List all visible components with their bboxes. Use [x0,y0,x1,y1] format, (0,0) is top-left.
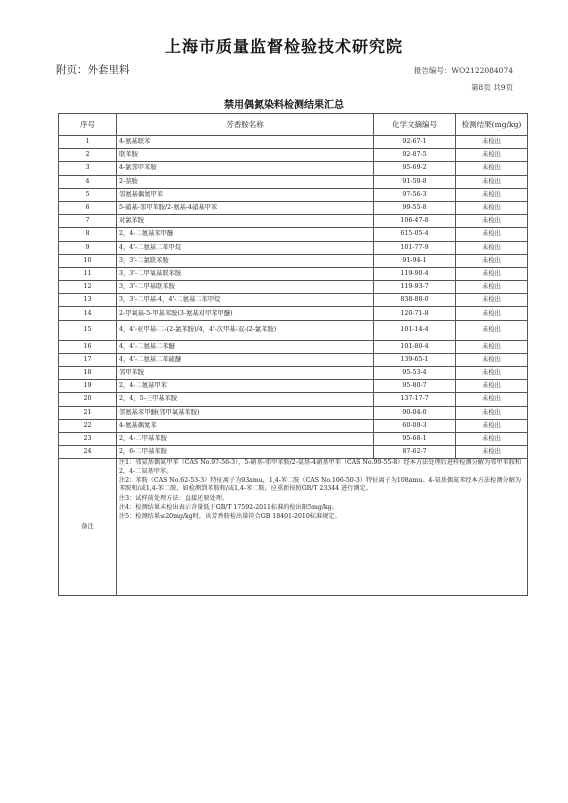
row-number: 14 [59,307,117,320]
attachment-label: 附页：外套里料 [56,64,130,76]
row-number: 19 [59,380,117,393]
amine-name: 4，4'-二氨基二苯甲烷 [117,241,374,254]
test-result: 未检出 [456,419,528,432]
cas-number: 91-94-1 [374,254,456,267]
table-row [59,267,528,280]
amine-name: 3，3'-二甲基-4，4'-二氨基二苯甲烷 [117,294,374,307]
col-header-name: 芳香胺名称 [117,114,374,136]
amine-name: 邻甲苯胺 [117,367,374,380]
table-row [59,432,528,445]
table-row [59,215,528,228]
row-number: 2 [59,149,117,162]
table-row [59,201,528,214]
results-table [58,113,528,596]
table-header-row [59,114,528,136]
test-result: 未检出 [456,446,528,459]
row-number: 22 [59,419,117,432]
cas-number: 119-90-4 [374,267,456,280]
row-number: 13 [59,294,117,307]
table-row [59,175,528,188]
note-2: 注2：苯胺（CAS No.62-53-3）特征离子为93amu，1,4-苯二胺（CAS No.106-50-3）特征离子为108amu。4-氨基偶氮苯经本方法检测分解为苯胺和/或1,4-苯二胺，如检测到苯胺和/或1,4-苯二胺，应重新按照GB/T 23344 进行测定。 [119,476,522,493]
row-number: 16 [59,340,117,353]
table-row [59,149,528,162]
report-number: 报告编号：WO212208407​4 [413,66,513,75]
test-result: 未检出 [456,340,528,353]
cas-number: 90-04-0 [374,406,456,419]
row-number: 6 [59,201,117,214]
org-title: 上海市质量监督检验技术研究院 [164,37,403,56]
cas-number: 106-47-8 [374,215,456,228]
test-result: 未检出 [456,228,528,241]
table-row [59,254,528,267]
amine-name: 2，4，5-三甲基苯胺 [117,393,374,406]
cas-number: 137-17-7 [374,393,456,406]
cas-number: 95-69-2 [374,162,456,175]
test-result: 未检出 [456,353,528,366]
row-number: 7 [59,215,117,228]
row-number: 10 [59,254,117,267]
note-5: 注5：检测结果≤20mg/kg时，该芳香胺检出量符合GB 18401-2010标准规定。 [119,513,341,521]
cas-number: 91-59-8 [374,175,456,188]
amine-name: 3，3'-二甲基联苯胺 [117,281,374,294]
amine-name: 2，4-二氨基苯甲醚 [117,228,374,241]
row-number: 5 [59,188,117,201]
table-row [59,393,528,406]
amine-name: 4-氨基联苯 [117,136,374,149]
test-result: 未检出 [456,241,528,254]
cas-number: 95-68-1 [374,432,456,445]
amine-name: 2，4-二甲基苯胺 [117,432,374,445]
cas-number: 95-53-4 [374,367,456,380]
test-result: 未检出 [456,149,528,162]
note-3: 注3：试样前处理方法：直接还原处理。 [119,494,229,502]
cas-number: 99-55-8 [374,201,456,214]
table-row [59,419,528,432]
amine-name: 4-氨基偶氮苯 [117,419,374,432]
test-result: 未检出 [456,136,528,149]
table-row [59,281,528,294]
cas-number: 95-80-7 [374,380,456,393]
page-number: 第8页 共9页 [471,83,513,92]
amine-name: 3，3'-二氯联苯胺 [117,254,374,267]
amine-name: 3，3'-二甲氧基联苯胺 [117,267,374,280]
test-result: 未检出 [456,406,528,419]
cas-number: 92-67-1 [374,136,456,149]
table-row [59,188,528,201]
table-row [59,241,528,254]
row-number: 1 [59,136,117,149]
row-number: 23 [59,432,117,445]
table-row [59,446,528,459]
table-row [59,320,528,340]
amine-name: 2，6-二甲基苯胺 [117,446,374,459]
row-number: 18 [59,367,117,380]
notes-label: 备注 [59,459,117,596]
row-number: 12 [59,281,117,294]
row-number: 11 [59,267,117,280]
test-result: 未检出 [456,254,528,267]
table-row [59,406,528,419]
amine-name: 邻氨基苯甲醚(邻甲氧基苯胺) [117,406,374,419]
test-result: 未检出 [456,432,528,445]
row-number: 17 [59,353,117,366]
cas-number: 139-65-1 [374,353,456,366]
table-row [59,294,528,307]
test-result: 未检出 [456,201,528,214]
test-result: 未检出 [456,294,528,307]
amine-name: 邻氨基偶氮甲苯 [117,188,374,201]
amine-name: 4，4'-二氨基二苯硫醚 [117,353,374,366]
cas-number: 101-14-4 [374,320,456,340]
test-result: 未检出 [456,215,528,228]
cas-number: 97-56-3 [374,188,456,201]
test-result: 未检出 [456,188,528,201]
table-row [59,353,528,366]
row-number: 24 [59,446,117,459]
cas-number: 120-71-8 [374,307,456,320]
col-header-no: 序号 [59,114,117,136]
cas-number: 838-88-0 [374,294,456,307]
row-number: 4 [59,175,117,188]
test-result: 未检出 [456,175,528,188]
row-number: 3 [59,162,117,175]
cas-number: 87-62-7 [374,446,456,459]
row-number: 20 [59,393,117,406]
table-row [59,228,528,241]
row-number: 21 [59,406,117,419]
table-row [59,367,528,380]
note-1: 注1：邻氨基偶氮甲苯（CAS No.97-56-3）、5-硝基-邻甲苯胺/2-氨基-4硝基甲苯（CAS No.99-55-8）经本方法处理后进样检测分解为邻甲苯胺和2，4-二氨基甲苯。 [119,459,522,475]
table-title: 禁用偶氮染料检测结果汇总 [224,100,344,111]
test-result: 未检出 [456,367,528,380]
cas-number: 101-80-4 [374,340,456,353]
amine-name: 5-硝基-邻甲苯胺/2-氨基-4硝基甲苯 [117,201,374,214]
test-result: 未检出 [456,380,528,393]
amine-name: 4，4'-二氨基二苯醚 [117,340,374,353]
notes-row [59,459,528,596]
table-row [59,162,528,175]
note-4: 注4：检测结果未检出表示含量低于GB/T 17592-2011标准的检出限5mg/kg。 [119,503,338,511]
cas-number: 92-87-5 [374,149,456,162]
test-result: 未检出 [456,281,528,294]
cas-number: 615-05-4 [374,228,456,241]
test-result: 未检出 [456,162,528,175]
row-number: 8 [59,228,117,241]
amine-name: 4，4'-亚甲基-二-(2-氯苯胺)/4，4'-次甲基-双-(2-氯苯胺) [117,320,374,340]
test-result: 未检出 [456,307,528,320]
table-row [59,380,528,393]
cas-number: 101-77-9 [374,241,456,254]
amine-name: 4-氯邻甲苯胺 [117,162,374,175]
test-result: 未检出 [456,267,528,280]
table-body [59,136,528,596]
test-result: 未检出 [456,393,528,406]
col-header-cas: 化学文摘编号 [374,114,456,136]
amine-name: 2，4-二氨基甲苯 [117,380,374,393]
cas-number: 119-93-7 [374,281,456,294]
table-row [59,340,528,353]
amine-name: 对氯苯胺 [117,215,374,228]
col-header-result: 检测结果(mg/kg) [456,114,528,136]
notes-cell [117,459,528,596]
row-number: 9 [59,241,117,254]
table-row [59,136,528,149]
cas-number: 60-09-3 [374,419,456,432]
amine-name: 联苯胺 [117,149,374,162]
table-row [59,307,528,320]
amine-name: 2-萘胺 [117,175,374,188]
row-number: 15 [59,320,117,340]
test-result: 未检出 [456,320,528,340]
amine-name: 2-甲氧基-5-甲基苯胺(3-氨基对甲苯甲醚) [117,307,374,320]
